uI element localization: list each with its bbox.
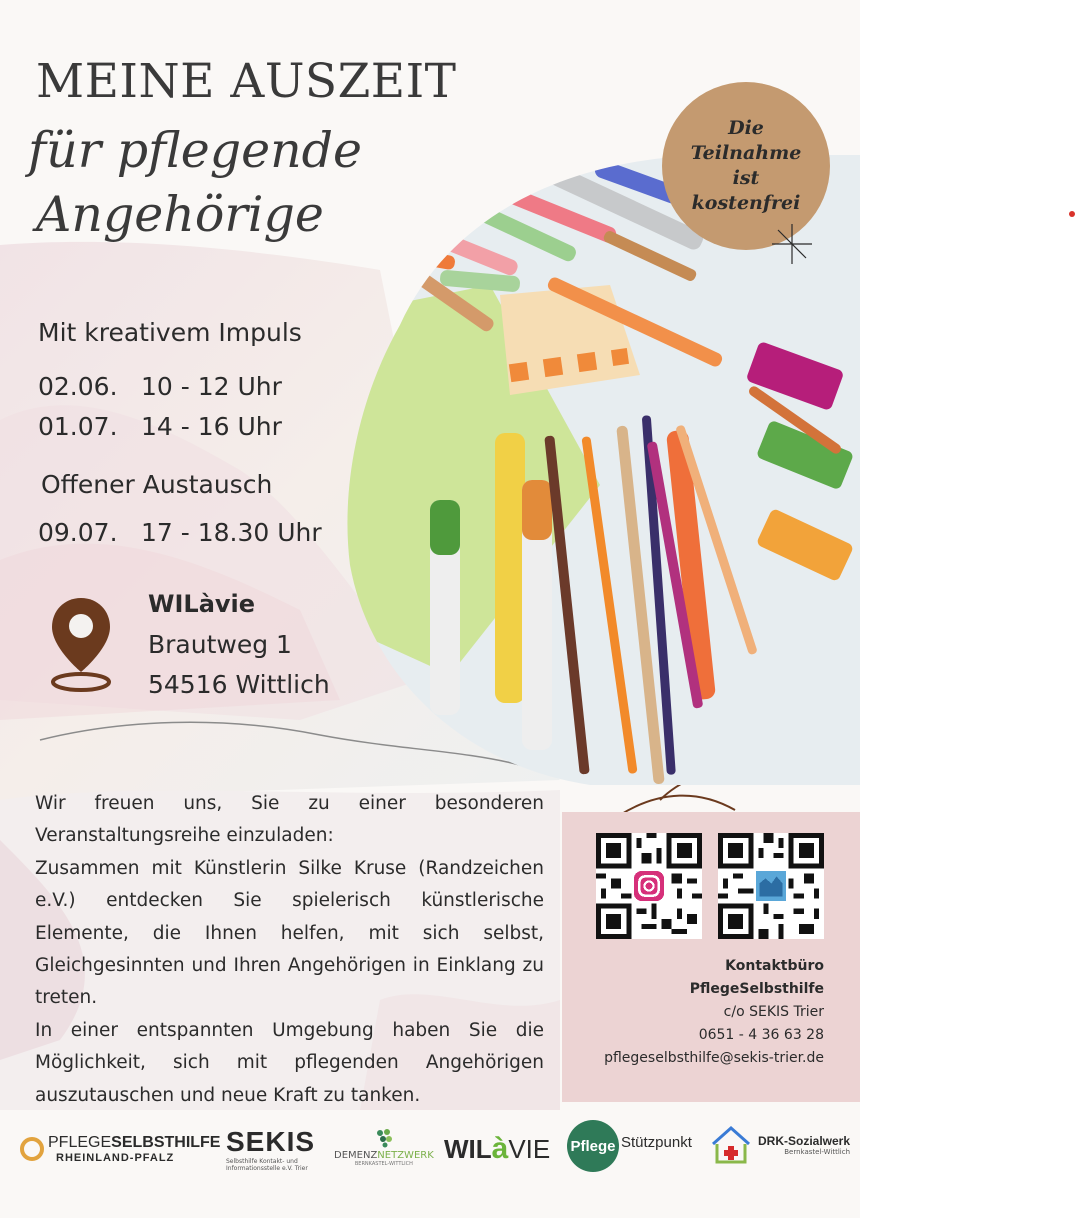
badge-line-2: Teilnahme	[690, 142, 802, 164]
wilavie-word-a: WIL	[444, 1133, 492, 1164]
drk-sub: Bernkastel-Wittlich	[784, 1148, 851, 1156]
schedule-time: 17 - 18.30 Uhr	[141, 518, 322, 547]
contact-care-of: c/o SEKIS Trier	[723, 1004, 824, 1020]
website-qr-icon[interactable]	[718, 833, 824, 939]
schedule-date: 09.07.	[38, 518, 118, 547]
schedule-time: 14 - 16 Uhr	[141, 412, 282, 441]
pflegeselbsthilfe-sub: RHEINLAND-PFALZ	[56, 1152, 175, 1164]
location-city: 54516 Wittlich	[148, 670, 330, 699]
map-pin-icon	[48, 594, 114, 694]
stray-dot	[1069, 211, 1075, 217]
drk-house-icon	[708, 1122, 754, 1168]
sekis-wordmark: SEKIS	[226, 1126, 316, 1157]
location-name: WILàvie	[148, 590, 256, 618]
contact-office-name: PflegeSelbsthilfe	[689, 981, 824, 997]
pflegeselbsthilfe-logo	[20, 1134, 220, 1164]
demenznetzwerk-logo	[334, 1124, 434, 1167]
demenz-sub: BERNKASTEL-WITTLICH	[354, 1161, 413, 1167]
demenz-word-a: DEMENZ	[334, 1150, 378, 1161]
sekis-logo	[226, 1126, 315, 1172]
pflegeselbsthilfe-word-b: SELBSTHILFE	[111, 1134, 221, 1151]
stuetzpunkt-word: Stützpunkt	[621, 1133, 692, 1151]
badge-line-4: kostenfrei	[691, 192, 801, 214]
title-line-2: für pflegende	[28, 122, 363, 179]
title-line-1: MEINE AUSZEIT	[36, 54, 457, 109]
pflege-circle: Pflege	[567, 1120, 619, 1172]
description-paragraph: Wir freuen uns, Sie zu einer besonderen Veranstaltungsreihe einzuladen:	[35, 793, 544, 847]
badge-line-3: ist	[732, 167, 760, 189]
pflegeselbsthilfe-ring-icon	[20, 1137, 44, 1161]
creative-impulse-heading: Mit kreativem Impuls	[38, 318, 302, 347]
demenz-word-b: NETZWERK	[377, 1150, 434, 1161]
schedule-row	[38, 412, 282, 441]
schedule-time: 10 - 12 Uhr	[141, 372, 282, 401]
contact-email[interactable]: pflegeselbsthilfe@sekis-trier.de	[604, 1050, 824, 1066]
schedule-row	[38, 518, 322, 547]
drk-wordmark: DRK-Sozialwerk	[758, 1134, 851, 1148]
drk-sozialwerk-logo	[708, 1122, 850, 1168]
event-description	[35, 788, 544, 1112]
title-line-3: Angehörige	[36, 186, 324, 243]
schedule-row	[38, 372, 282, 401]
contact-phone[interactable]: 0651 - 4 36 63 28	[698, 1027, 824, 1043]
schedule-date: 02.06.	[38, 372, 118, 401]
sekis-sub-1: Selbsthilfe Kontakt- und	[226, 1158, 298, 1165]
sparkle-icon	[770, 222, 814, 266]
wilavie-word-c: VIE	[508, 1133, 551, 1164]
description-paragraph: In einer entspannten Umgebung haben Sie die Möglichkeit, sich mit pflegenden Angehörigen auszutauschen und neue Kraft zu tanken.	[35, 1019, 544, 1106]
pflegeselbsthilfe-word-a: PFLEGE	[48, 1134, 112, 1151]
brain-icon	[371, 1124, 397, 1150]
schedule-date: 01.07.	[38, 412, 118, 441]
sekis-sub-2: Informationsstelle e.V. Trier	[226, 1165, 308, 1172]
wilavie-logo	[444, 1132, 550, 1166]
pflegestuetzpunkt-logo	[567, 1120, 692, 1172]
wilavie-word-b: à	[491, 1132, 509, 1165]
description-paragraph: Zusammen mit Künstlerin Silke Kruse (Randzeichen e.V.) entdecken Sie spielerisch künstlerische Elemente, die Ihnen helfen, mit sich selbst, Gleichgesinnten und Ihren Angehörigen in Einklang zu treten.	[35, 857, 544, 1009]
location-street: Brautweg 1	[148, 630, 292, 659]
partner-logos	[0, 1112, 860, 1192]
instagram-qr-icon[interactable]	[596, 833, 702, 939]
badge-line-1: Die	[728, 117, 764, 139]
contact-office-title: Kontaktbüro	[725, 958, 824, 974]
open-exchange-heading: Offener Austausch	[41, 470, 273, 499]
